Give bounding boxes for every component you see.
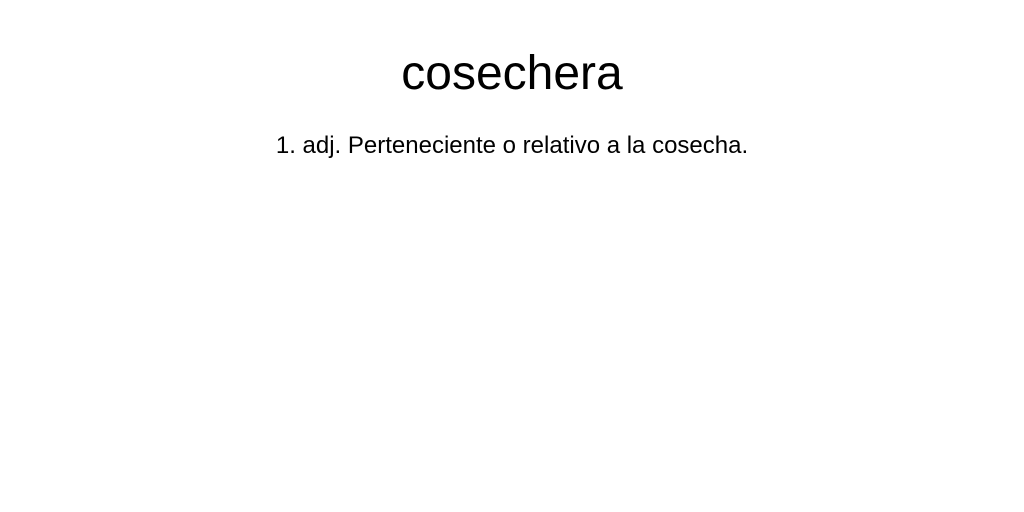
entry-headword: cosechera [401, 47, 623, 100]
definition-1: 1. adj. Perteneciente o relativo a la cosecha. [275, 132, 749, 159]
